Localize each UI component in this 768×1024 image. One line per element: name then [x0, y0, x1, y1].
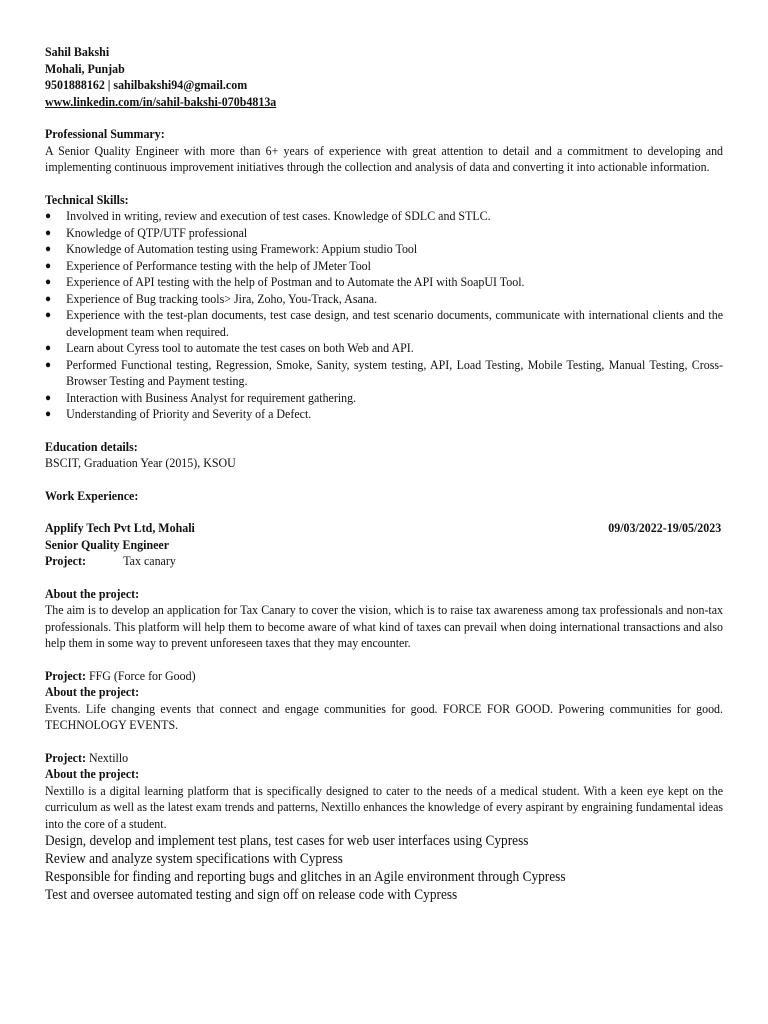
bullet-icon: ● — [45, 259, 52, 272]
project-line — [45, 750, 723, 767]
bullet-icon: ● — [45, 292, 52, 305]
work-heading: Work Experience: — [45, 487, 139, 503]
list-item — [45, 225, 723, 242]
project-label: Project: — [45, 553, 86, 568]
list-item: Design, develop and implement test plans, test cases for web user interfaces using Cypress — [45, 833, 529, 849]
project-name: Tax canary — [123, 553, 176, 568]
candidate-contact: 9501888162 | sahilbakshi94@gmail.com — [45, 77, 248, 92]
summary-section — [45, 126, 723, 176]
skills-heading: Technical Skills: — [45, 191, 129, 207]
project-name: FFG (Force for Good) — [88, 667, 196, 683]
skill-text: Understanding of Priority and Severity of a Defect. — [66, 406, 312, 421]
skill-text: Learn about Cyress tool to automate the test cases on both Web and API. — [66, 340, 414, 355]
list-item — [45, 357, 723, 390]
linkedin-link[interactable]: www.linkedin.com/in/sahil-bakshi-070b4813a — [45, 93, 277, 109]
list-item — [45, 208, 723, 225]
project-name: Nextillo — [88, 749, 129, 765]
header — [45, 44, 723, 110]
list-item — [45, 406, 723, 423]
list-item — [45, 258, 723, 275]
resume-content — [45, 44, 723, 904]
bullet-icon: ● — [45, 342, 52, 354]
about-project-label: About the project: — [45, 684, 140, 699]
education-section — [45, 439, 723, 472]
company-row — [45, 520, 721, 537]
education-text: BSCIT, Graduation Year (2015), KSOU — [45, 455, 236, 470]
candidate-name: Sahil Bakshi — [45, 44, 110, 59]
skill-text: Interaction with Business Analyst for requirement gathering. — [66, 389, 357, 405]
summary-heading: Professional Summary: — [45, 126, 165, 141]
skills-list — [45, 208, 723, 423]
skill-text: Experience of Bug tracking tools> Jira, Zoho, You-Track, Asana. — [66, 290, 378, 306]
project-line — [45, 668, 723, 685]
about-project-label: About the project: — [45, 766, 140, 781]
project-description: Events. Life changing events that connect and engage communities for good. FORCE FOR GOOD. Powering communities for good. TECHNOLOGY EVENTS. — [45, 700, 724, 732]
list-item — [45, 241, 723, 258]
bullet-icon: ● — [45, 358, 52, 371]
list-item: Test and oversee automated testing and sign off on release code with Cypress — [45, 887, 458, 903]
job-title: Senior Quality Engineer — [45, 536, 170, 552]
skill-text: Involved in writing, review and execution of test cases. Knowledge of SDLC and STLC. — [66, 208, 491, 223]
project-description: The aim is to develop an application for Tax Canary to cover the vision, which is to raise tax awareness among tax professionals and non-tax professionals. This platform will help them to become aware of what kind of taxes can prevail when doing international transactions and also help them in some way to prevent unforeseen taxes that they may encounter. — [45, 602, 724, 650]
project-line — [45, 553, 723, 570]
list-item — [45, 307, 723, 340]
skill-text: Performed Functional testing, Regression, Smoke, Sanity, system testing, API, Load Testing, Mobile Testing, Manual Testing, Cross-Browser Testing and Payment testing. — [66, 356, 724, 388]
resume-page — [45, 44, 723, 904]
skill-text: Knowledge of Automation testing using Framework: Appium studio Tool — [66, 241, 418, 256]
list-item — [45, 291, 723, 308]
list-item — [45, 390, 723, 407]
work-section — [45, 488, 723, 905]
list-item — [45, 274, 723, 291]
education-heading: Education details: — [45, 438, 138, 454]
responsibilities-list — [45, 832, 723, 904]
company-name: Applify Tech Pvt Ltd, Mohali — [45, 520, 195, 535]
project-description: Nextillo is a digital learning platform that is specifically designed to cater to the needs of a medical student. With a keen eye kept on the curriculum as well as the latest exam trends and patterns, Nextillo enhances the knowledge of every aspirant by engraining fundamental ideas into the core of a student. — [45, 782, 724, 831]
skill-text: Knowledge of QTP/UTF professional — [66, 224, 248, 240]
employment-dates: 09/03/2022-19/05/2023 — [608, 520, 722, 535]
project-label: Project: — [45, 749, 86, 765]
summary-text: A Senior Quality Engineer with more than 6+ years of experience with great attention to detail and a commitment to developing and implementing continuous improvement initiatives through the collection and analysis of data and converting it into actionable information. — [45, 142, 724, 174]
bullet-icon: ● — [45, 408, 52, 420]
bullet-icon: ● — [45, 226, 52, 239]
project-label: Project: — [45, 667, 86, 683]
skill-text: Experience with the test-plan documents, test case design, and test scenario documents, communicate with international clients and the development team when required. — [66, 307, 724, 339]
list-item: Review and analyze system specifications with Cypress — [45, 851, 343, 867]
list-item — [45, 340, 723, 357]
bullet-icon: ● — [45, 210, 52, 222]
skill-text: Experience of API testing with the help of Postman and to Automate the API with SoapUI Tool. — [66, 274, 525, 289]
bullet-icon: ● — [45, 391, 52, 404]
skills-section — [45, 192, 723, 423]
list-item: Responsible for finding and reporting bugs and glitches in an Agile environment through Cypress — [45, 869, 566, 885]
candidate-location: Mohali, Punjab — [45, 60, 125, 76]
about-project-label: About the project: — [45, 585, 140, 601]
skill-text: Experience of Performance testing with the help of JMeter Tool — [66, 257, 371, 273]
bullet-icon: ● — [45, 276, 52, 288]
bullet-icon: ● — [45, 243, 52, 255]
bullet-icon: ● — [45, 309, 52, 321]
